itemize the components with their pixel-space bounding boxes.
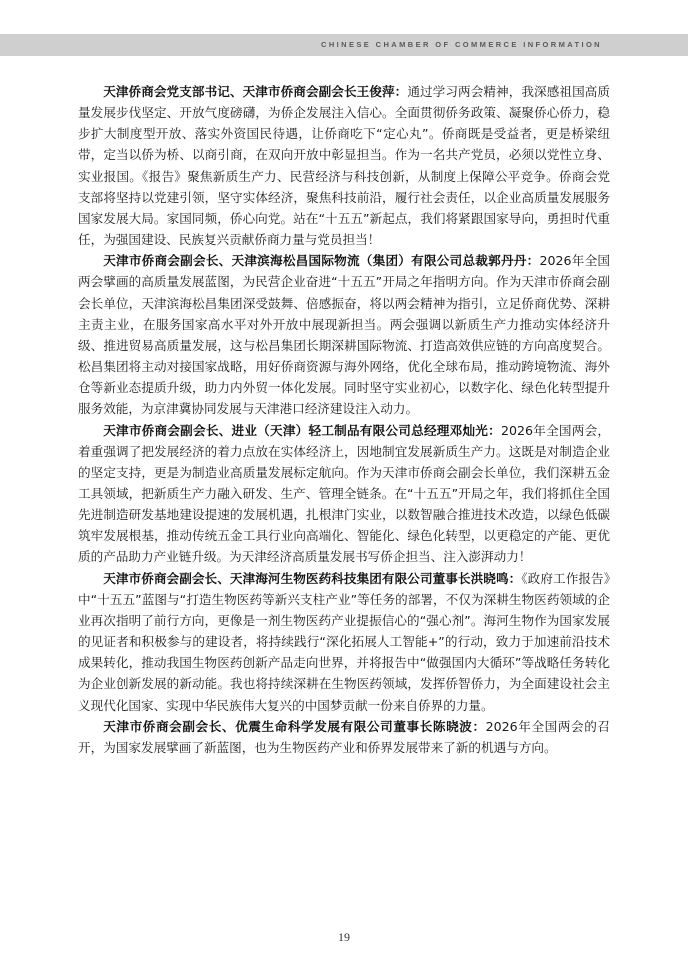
paragraph-guo-dandan <box>78 250 610 419</box>
header-band <box>0 34 688 56</box>
paragraph-text: 2026年全国两会擘画的高质量发展蓝图，为民营企业奋进“十五五”开局之年指明方向。作为天津市侨商会副会长单位，天津滨海松昌集团深受鼓舞、倍感振奋，将以两会精神为指引，立足侨商优势、深耕主责主业，在服务国家高水平对外开放中展现新担当。两会强调以新质生产力推动实体经济升级、推进贸易高质量发展，这与松昌集团长期深耕国际物流、打造高效供应链的方向高度契合。松昌集团将主动对接国家战略，用好侨商资源与海外网络，优化全球布局，推动跨境物流、海外仓等新业态提质升级，助力内外贸一体化发展。同时坚守实业初心，以数字化、绿色化转型提升服务效能，为京津冀协同发展与天津港口经济建设注入动力。 <box>78 253 610 417</box>
paragraph-text: 通过学习两会精神，我深感祖国高质量发展步伐坚定、开放气度磅礴，为侨企发展注入信心。全面贯彻侨务政策、凝聚侨心侨力，稳步扩大制度型开放、落实外资国民待遇，让侨商吃下“定心丸”。侨商既是受益者，更是桥梁纽带，定当以侨为桥、以商引商，在双向开放中彰显担当。作为一名共产党员，必须以党性立身、实业报国。《报告》聚焦新质生产力、民营经济与科技创新，从制度上保障公平竞争。侨商会党支部将坚持以党建引领，坚守实体经济，聚焦科技前沿，履行社会责任，以企业高质量发展服务国家发展大局。家国同频，侨心向党。站在“十五五”新起点，我们将紧跟国家导向，勇担时代重任，为强国建设、民族复兴贡献侨商力量与党员担当！ <box>78 84 611 248</box>
speaker-name: 天津市侨商会副会长、天津滨海松昌国际物流（集团）有限公司总裁郭丹丹： <box>103 253 540 269</box>
speaker-name: 天津侨商会党支部书记、天津市侨商会副会长王俊萍： <box>103 84 408 99</box>
paragraph-text: 2026年全国两会的召开，为国家发展擘画了新蓝图，也为生物医药产业和侨界发展带来了新的机遇与方向。 <box>78 718 610 755</box>
speaker-name: 天津市侨商会副会长、进业（天津）轻工制品有限公司总经理邓灿光： <box>103 422 501 438</box>
speaker-name: 天津市侨商会副会长、优震生命科学发展有限公司董事长陈晓波： <box>103 718 486 734</box>
running-title: CHINESE CHAMBER OF COMMERCE INFORMATION <box>321 40 602 49</box>
paragraph-deng-canguang <box>78 420 610 568</box>
article-body <box>78 81 610 758</box>
paragraph-wang-junping <box>78 81 610 250</box>
paragraph-hong-xiaoming <box>78 568 610 716</box>
speaker-name: 天津市侨商会副会长、天津海河生物医药科技集团有限公司董事长洪晓鸣： <box>103 570 522 586</box>
paragraph-text: 2026年全国两会，着重强调了把发展经济的着力点放在实体经济上，因地制宜发展新质生产力。这既是对制造企业的坚定支持，更是为制造业高质量发展标定航向。作为天津市侨商会副会长单位，我们深耕五金工具领域，把新质生产力融入研发、生产、管理全链条。在“十五五”开局之年，我们将抓住全国先进制造研发基地建设提速的发展机遇，扎根津门实业，以数智融合推进技术改造，以绿色低碳筑牢发展根基，推动传统五金工具行业向高端化、智能化、绿色化转型，以更稳定的产能、更优质的产品助力产业链升级。为天津经济高质量发展书写侨企担当、注入澎湃动力！ <box>78 422 610 565</box>
paragraph-chen-xiaobo <box>78 716 610 758</box>
paragraph-text: 《政府工作报告》中“十五五”蓝图与“打造生物医药等新兴支柱产业”等任务的部署，不仅为深耕生物医药领域的企业再次指明了前行方向，更像是一剂生物医药产业提振信心的“强心剂”。海河生物作为国家发展的见证者和积极参与的建设者，将持续践行“深化拓展人工智能+”的行动，致力于加速前沿技术成果转化，推动我国生物医药创新产品走向世界，并将报告中“做强国内大循环”等战略任务转化为企业创新发展的新动能。我也将持续深耕在生物医药领域，发挥侨智侨力，为全面建设社会主义现代化国家、实现中华民族伟大复兴的中国梦贡献一份来自侨界的力量。 <box>78 570 610 713</box>
page-number: 19 <box>338 930 350 944</box>
